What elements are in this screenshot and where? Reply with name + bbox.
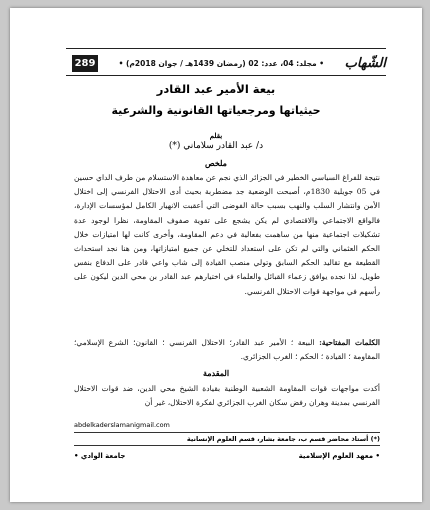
keywords-paragraph bbox=[74, 336, 380, 364]
keywords-label: الكلمات المفتاحية: bbox=[319, 338, 380, 347]
by-label: بقلم bbox=[209, 131, 223, 140]
header-bottom-rule bbox=[66, 75, 386, 76]
article-title: بيعة الأمير عبد القادر bbox=[156, 82, 276, 96]
author-name: د/ عبد القادر سلاماني (*) bbox=[168, 141, 264, 151]
author-email: abdelkaderslamanigmail.com bbox=[74, 421, 170, 429]
header-top-rule bbox=[66, 48, 386, 49]
volume-issue-line: • مجلد: 04، عدد: 02 (رمضان 1439هـ / جوان 2018م) • bbox=[118, 58, 325, 68]
journal-logo: الشّهاب bbox=[344, 55, 386, 71]
document-page bbox=[10, 8, 422, 502]
abstract-paragraph: نتيجة للفراغ السياسي الخطير في الجزائر الذي نجم عن معاهدة الاستسلام من طرف الداي حسين في 05 جويلية 1830م، أصبحت الوضعية جد مضطربة بحيث أدى الاحتلال الفرنسي إلى اختلال الأمن وانتشار السلب والنهب بسبب حالة الفوضى التي أعقبت الانهيار الكامل لمؤسسات الإدارة، فالواقع الاجتماعي والاقتصادي لم يكن يشجع على تقوية صفوف المقاومة، نظرا لوجود عدة تشكيلات اجتماعية منها من ساهمت بفعالية في دعم المقاومة، وأخرى كانت لها امتيازات خلال الحكم العثماني والتي لم تكن على استعداد للتخلي عن جميع امتيازاتها، ومن هنا نجد استحداث القطيعة مع تقاليد الحكم السابق وتولي منصب القيادة إلى شاب واعي قادر على الدفاع بنفس طويل، لذا نجده يوافق زعماء القبائل والعلماء في اختيارهم عبد القادر بن محي الدين ليكون على رأسهم في مواجهة قوات الاحتلال الفرنسي. bbox=[74, 173, 381, 296]
page-footer bbox=[74, 452, 380, 460]
article-subtitle: حيثياتها ومرجعياتها القانونية والشرعية bbox=[111, 104, 321, 117]
intro-paragraph: أكدت مواجهات قوات المقاومة الشعبية الوطنية بقيادة الشيخ محي الدين، ضد قوات الاحتلال الفرنسي بمدينة وهران رفض سكان الغرب الجزائري لفكرة الاحتلال، غير أن bbox=[74, 384, 380, 408]
running-header bbox=[72, 52, 386, 74]
footer-university: جامعة الوادي • bbox=[74, 452, 126, 460]
abstract-heading: ملخص bbox=[205, 158, 227, 168]
keywords-text: البيعة ؛ الأمير عبد القادر؛ الاحتلال الفرنسي ؛ القانون؛ الشرع الإسلامي؛ المقاومة ؛ القيادة ؛ الحكم ؛ الغرب الجزائري. bbox=[74, 338, 380, 362]
footer-institute: • معهد العلوم الإسلامية bbox=[298, 452, 380, 460]
page-number: 289 bbox=[72, 55, 98, 72]
intro-heading: المقدمة bbox=[202, 368, 230, 378]
footnote: (*) أستاذ محاضر قسم ب، جامعة بشار، قسم العلوم الإنسانية bbox=[74, 432, 380, 446]
